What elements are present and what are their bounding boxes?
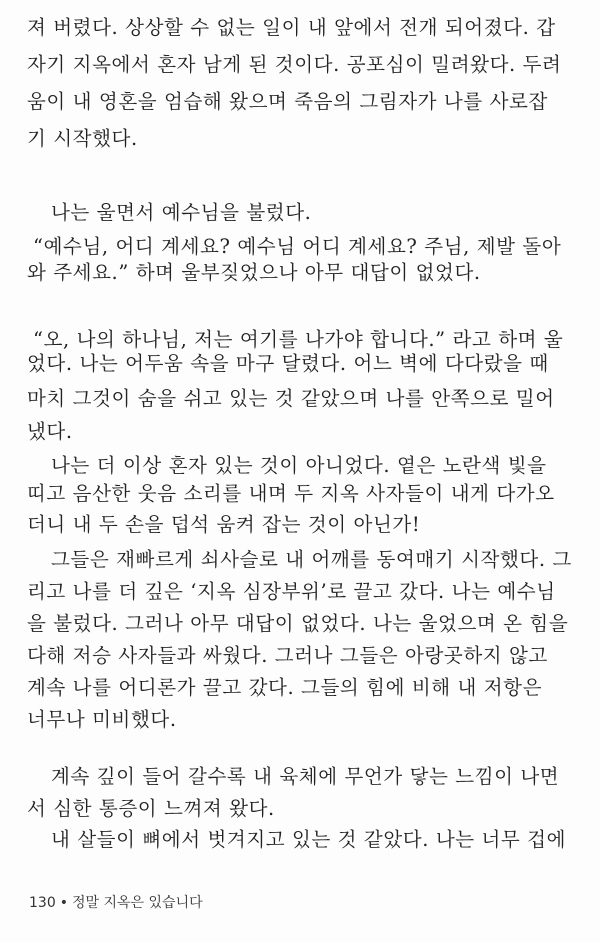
text-line: 계속 깊이 들어 갈수록 내 육체에 무언가 닿는 느낌이 나면 xyxy=(51,765,560,788)
footer-separator: • xyxy=(59,895,68,911)
text-line: 져 버렸다. 상상할 수 없는 일이 내 앞에서 전개 되어졌다. 갑 xyxy=(27,16,556,39)
text-line: “예수님, 어디 계세요? 예수님 어디 계세요? 주님, 제발 돌아 xyxy=(33,235,562,258)
page-footer xyxy=(29,892,203,912)
text-line: 너무나 미비했다. xyxy=(27,708,177,731)
text-line: 나는 더 이상 혼자 있는 것이 아니었다. 옅은 노란색 빛을 xyxy=(51,454,547,477)
text-line: “오, 나의 하나님, 저는 여기를 나가야 합니다.” 라고 하며 울 xyxy=(33,328,564,351)
text-line: 와 주세요.” 하며 울부짖었으나 아무 대답이 없었다. xyxy=(27,261,481,284)
text-line: 그들은 재빠르게 쇠사슬로 내 어깨를 동여매기 시작했다. 그 xyxy=(51,548,572,571)
text-line: 자기 지옥에서 혼자 남게 된 것이다. 공포심이 밀려왔다. 두려 xyxy=(27,53,562,76)
text-line: 을 불렀다. 그러나 아무 대답이 없었다. 나는 울었으며 온 힘을 xyxy=(27,612,569,635)
text-line: 었다. 나는 어두움 속을 마구 달렸다. 어느 벽에 다다랐을 때 xyxy=(27,352,549,375)
text-line: 계속 나를 어디론가 끌고 갔다. 그들의 힘에 비해 내 저항은 xyxy=(27,676,543,699)
text-line: 더니 내 두 손을 덥석 움켜 잡는 것이 아닌가! xyxy=(27,513,421,536)
book-title: 정말 지옥은 있습니다 xyxy=(72,895,203,911)
text-line: 서 심한 통증이 느껴져 왔다. xyxy=(27,797,275,820)
text-line: 내 살들이 뼈에서 벗겨지고 있는 것 같았다. 나는 너무 겁에 xyxy=(51,828,567,851)
text-line: 움이 내 영혼을 엄습해 왔으며 죽음의 그림자가 나를 사로잡 xyxy=(27,90,548,113)
text-line: 나는 울면서 예수님을 불렀다. xyxy=(51,201,312,224)
text-line: 기 시작했다. xyxy=(27,127,138,150)
page-number: 130 xyxy=(29,895,56,911)
text-line: 마치 그것이 숨을 쉬고 있는 것 같았으며 나를 안쪽으로 밀어 xyxy=(27,387,555,410)
text-line: 띠고 음산한 웃음 소리를 내며 두 지옥 사자들이 내게 다가오 xyxy=(27,482,555,505)
text-line: 냈다. xyxy=(27,420,73,443)
text-line: 리고 나를 더 깊은 ‘지옥 심장부위’로 끌고 갔다. 나는 예수님 xyxy=(27,580,556,603)
text-line: 다해 저승 사자들과 싸웠다. 그러나 그들은 아랑곳하지 않고 xyxy=(27,644,548,667)
